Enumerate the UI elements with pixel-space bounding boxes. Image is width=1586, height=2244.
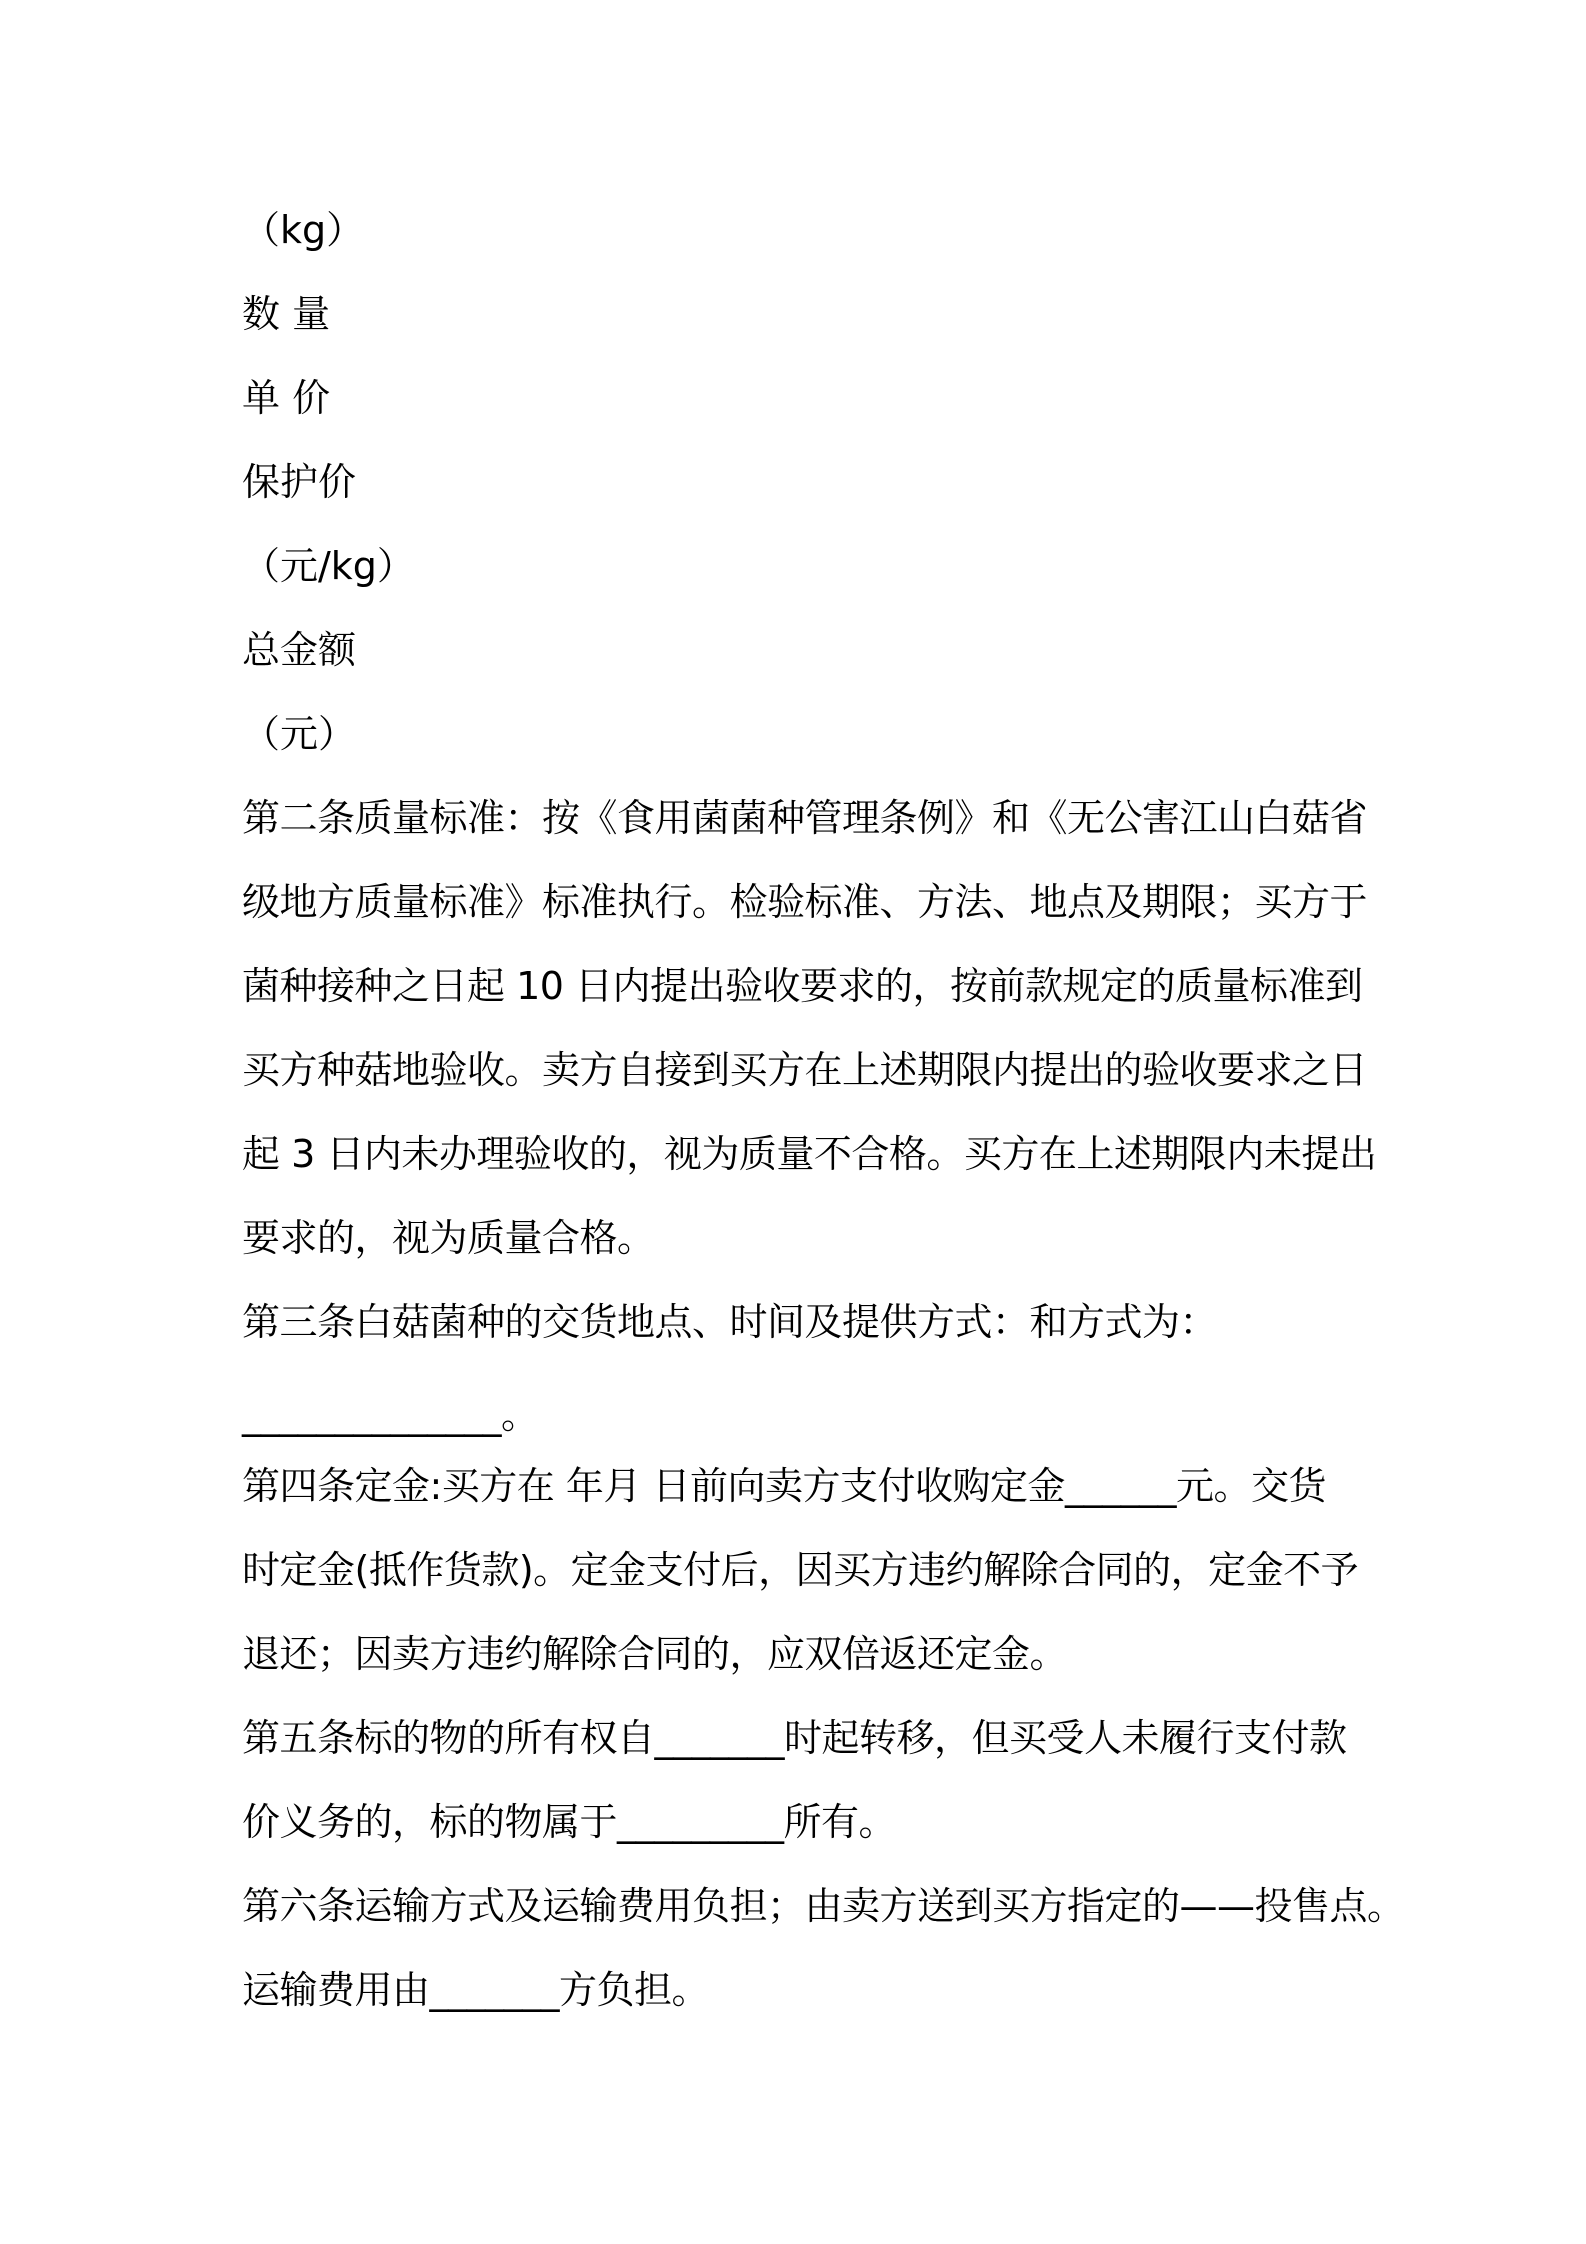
paragraph-line: 退还；因卖方违约解除合同的，应双倍返还定金。 bbox=[242, 1632, 1068, 1676]
paragraph-line: 时定金(抵作货款)。定金支付后，因买方违约解除合同的，定金不予 bbox=[242, 1548, 1359, 1592]
paragraph-line: 起 3 日内未办理验收的，视为质量不合格。买方在上述期限内未提出 bbox=[242, 1132, 1377, 1176]
label-unit-price: 单 价 bbox=[242, 376, 331, 420]
label-protection-price: 保护价 bbox=[242, 460, 357, 504]
paragraph-line: 运输费用由_______方负担。 bbox=[242, 1968, 710, 2012]
paragraph-line: 菌种接种之日起 10 日内提出验收要求的，按前款规定的质量标准到 bbox=[242, 964, 1363, 1008]
label-unit-yuan: （元） bbox=[242, 712, 357, 756]
paragraph-line: 第四条定金:买方在 年月 日前向卖方支付收购定金______元。交货 bbox=[242, 1464, 1326, 1508]
paragraph-line: 第三条白菇菌种的交货地点、时间及提供方式：和方式为： bbox=[242, 1300, 1218, 1344]
label-total-amount: 总金额 bbox=[242, 628, 357, 672]
paragraph-line: 第六条运输方式及运输费用负担；由卖方送到买方指定的——投售点。 bbox=[242, 1884, 1405, 1928]
paragraph-line: 要求的，视为质量合格。 bbox=[242, 1216, 655, 1260]
paragraph-line: ______________。 bbox=[242, 1393, 539, 1437]
label-quantity: 数 量 bbox=[242, 292, 331, 336]
paragraph-line: 级地方质量标准》标准执行。检验标准、方法、地点及期限；买方于 bbox=[242, 880, 1368, 924]
label-unit-yuan-per-kg: （元/kg） bbox=[242, 544, 415, 588]
paragraph-line: 价义务的，标的物属于_________所有。 bbox=[242, 1800, 897, 1844]
paragraph-line: 第二条质量标准：按《食用菌菌种管理条例》和《无公害江山白菇省 bbox=[242, 796, 1368, 840]
paragraph-line: 买方种菇地验收。卖方自接到买方在上述期限内提出的验收要求之日 bbox=[242, 1048, 1368, 1092]
label-unit-kg: （kg） bbox=[242, 208, 365, 252]
paragraph-line: 第五条标的物的所有权自_______时起转移，但买受人未履行支付款 bbox=[242, 1716, 1347, 1760]
